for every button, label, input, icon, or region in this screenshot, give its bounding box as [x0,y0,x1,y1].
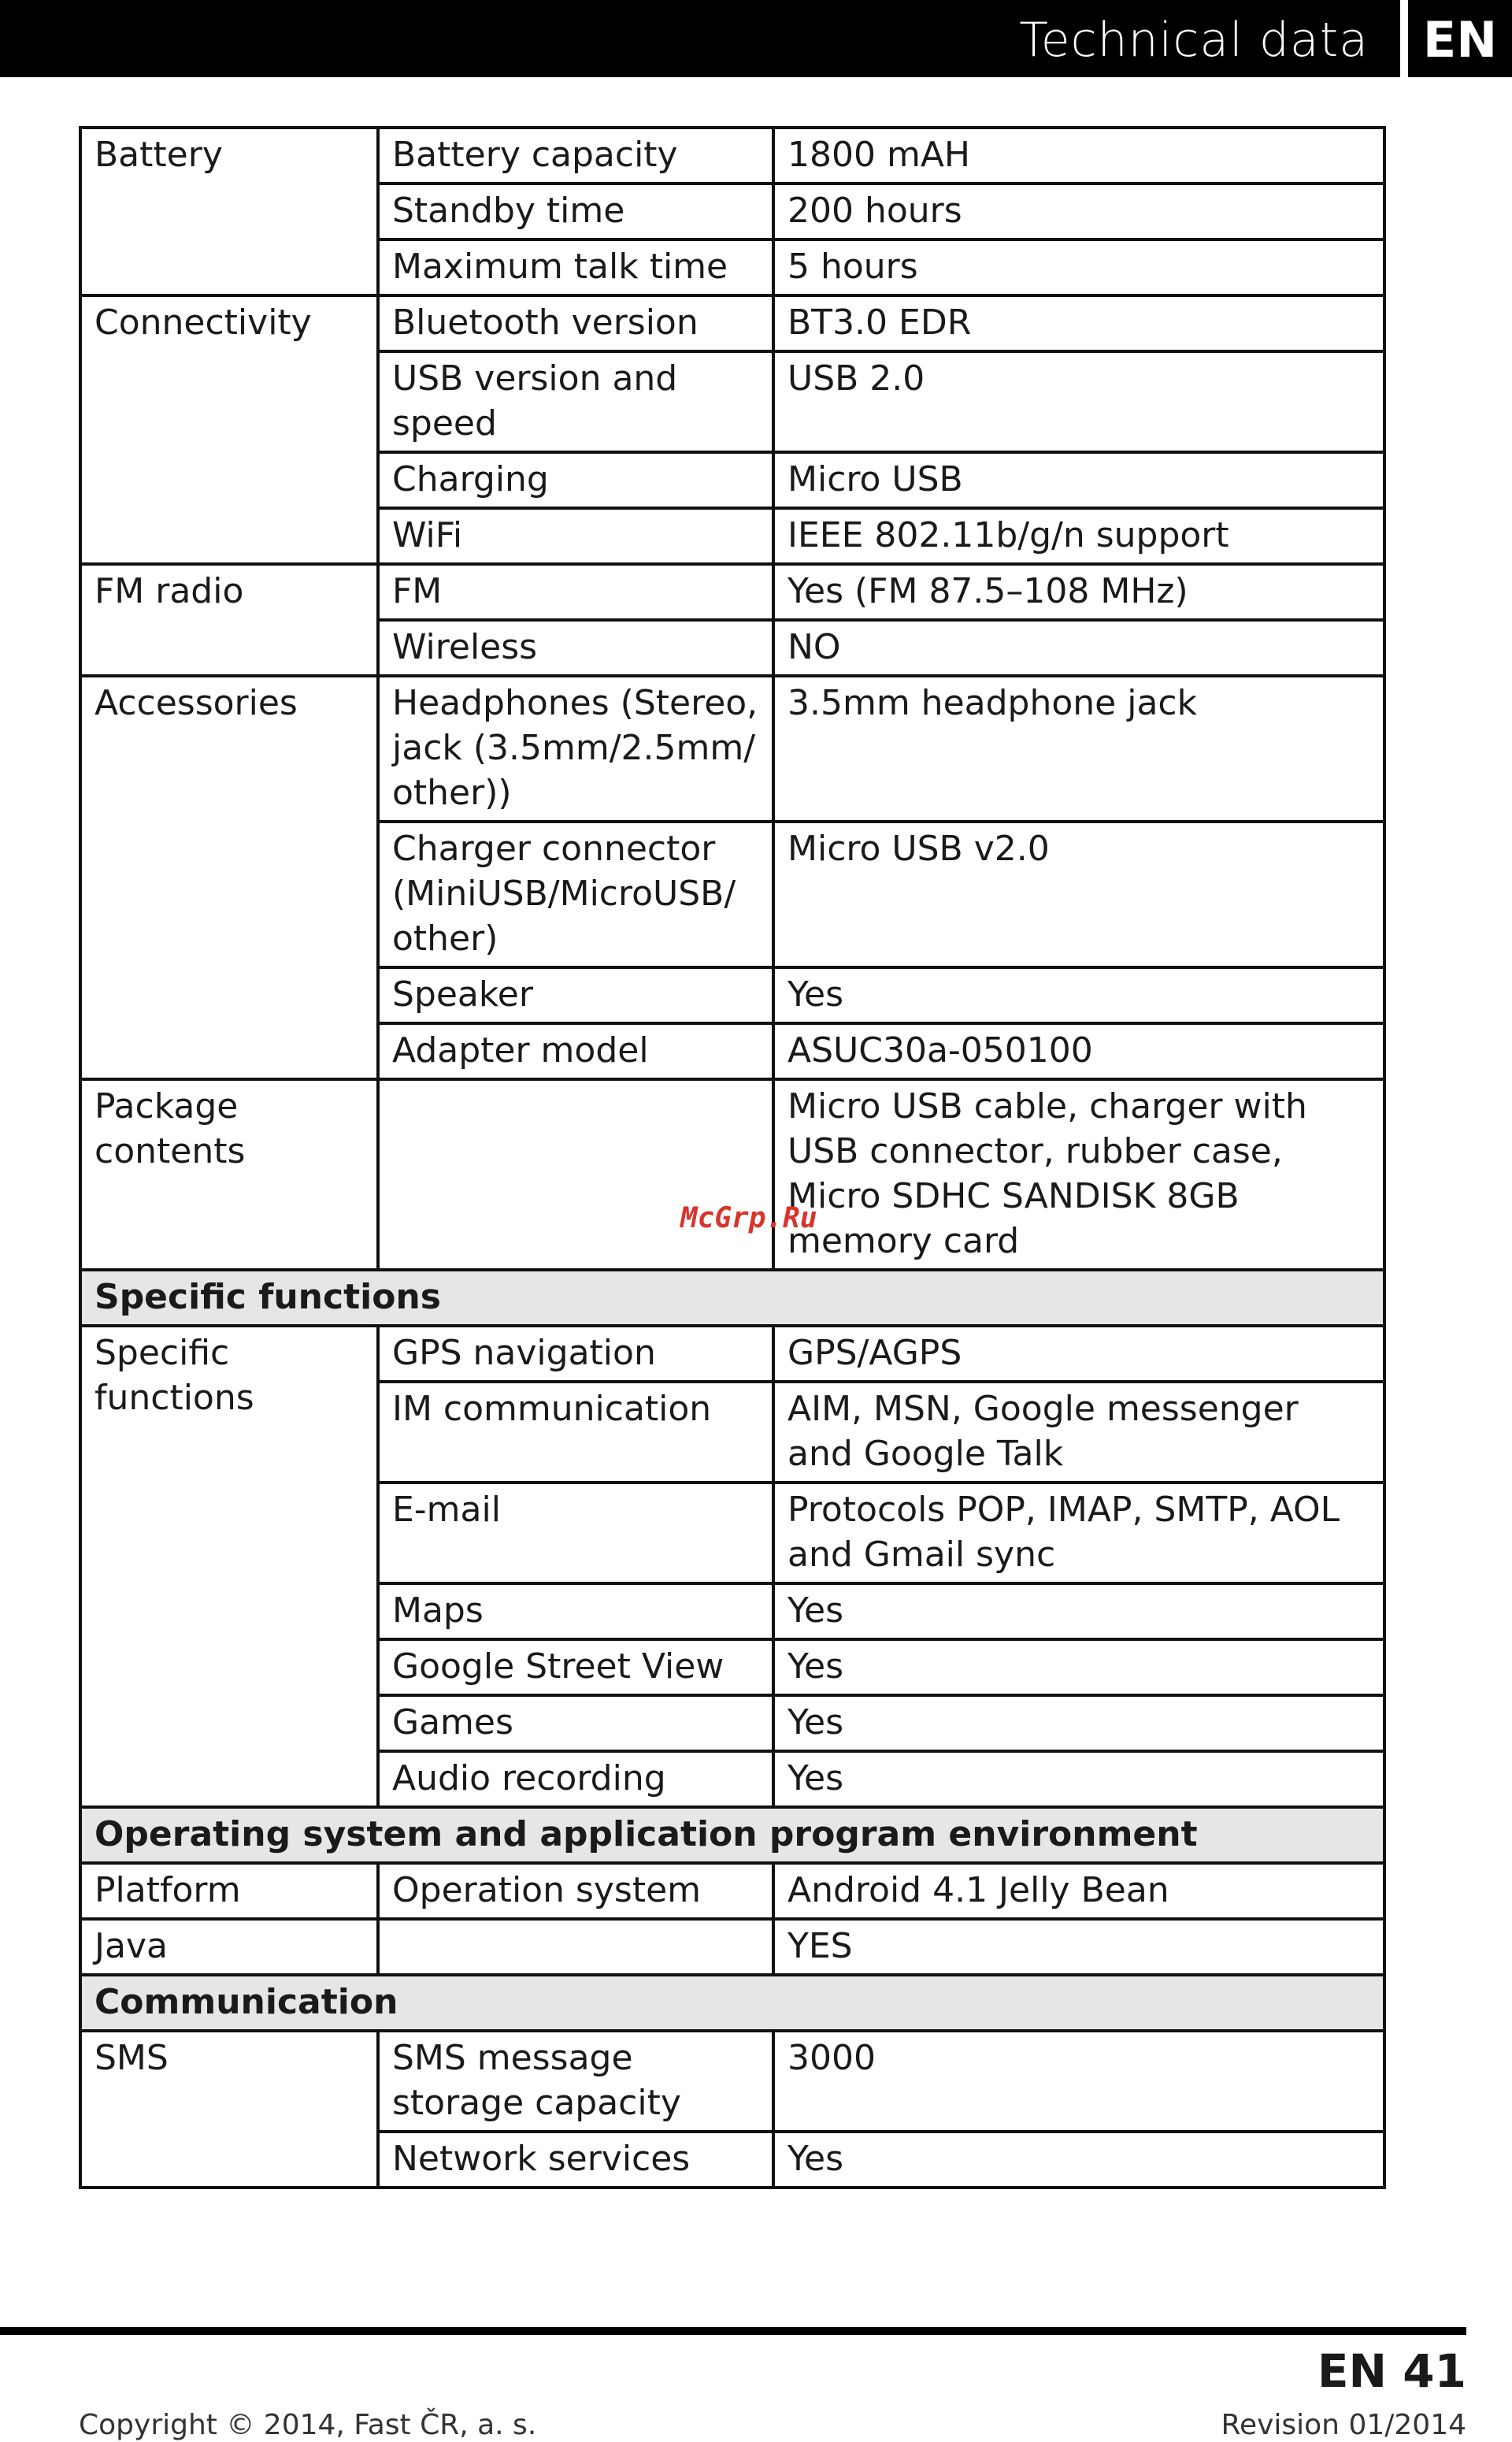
value-cell: 200 hours [773,184,1384,239]
feature-cell: Games [378,1695,773,1751]
category-cell: Package contents [80,1079,378,1270]
feature-cell: SMS message storage capacity [378,2031,773,2132]
feature-cell: Adapter model [378,1023,773,1079]
feature-cell: Standby time [378,184,773,239]
table-row [80,1326,1384,1382]
table-row [80,676,1384,822]
value-cell: 3000 [773,2031,1384,2132]
value-cell: USB 2.0 [773,351,1384,452]
section-heading: Communication [80,1975,1384,2031]
value-cell: Yes [773,1639,1384,1695]
feature-cell: IM communication [378,1382,773,1483]
feature-cell: Wireless [378,620,773,676]
page-number: EN 41 [1317,2344,1466,2398]
table-row [80,128,1384,184]
section-row [80,1975,1384,2031]
feature-cell: Google Street View [378,1639,773,1695]
header-bar [0,0,1400,77]
feature-cell: FM [378,564,773,620]
category-cell: Specific functions [80,1326,378,1807]
value-cell: Yes [773,1583,1384,1639]
table-row [80,2031,1384,2132]
copyright-text: Copyright © 2014, Fast ČR, a. s. [79,2409,537,2441]
value-cell: Yes [773,1751,1384,1807]
value-cell: 1800 mAH [773,128,1384,184]
value-cell: Micro USB [773,452,1384,508]
value-cell: AIM, MSN, Google messenger and Google Talk [773,1382,1384,1483]
feature-cell: E-mail [378,1483,773,1583]
feature-cell [378,1079,773,1270]
feature-cell [378,1919,773,1975]
value-cell: Yes [773,967,1384,1023]
value-cell: Yes (FM 87.5–108 MHz) [773,564,1384,620]
value-cell: Yes [773,2132,1384,2188]
value-cell: Protocols POP, IMAP, SMTP, AOL and Gmail sync [773,1483,1384,1583]
feature-cell: USB version and speed [378,351,773,452]
spec-table [79,126,1386,2189]
value-cell: Android 4.1 Jelly Bean [773,1863,1384,1919]
section-heading: Operating system and application program environment [80,1807,1384,1863]
feature-cell: GPS navigation [378,1326,773,1382]
feature-cell: Audio recording [378,1751,773,1807]
value-cell: BT3.0 EDR [773,295,1384,351]
revision-text: Revision 01/2014 [1221,2409,1466,2441]
value-cell: GPS/AGPS [773,1326,1384,1382]
section-row [80,1807,1384,1863]
category-cell: SMS [80,2031,378,2188]
category-cell: Accessories [80,676,378,1079]
watermark: McGrp.Ru [680,1202,817,1234]
value-cell: ASUC30a-050100 [773,1023,1384,1079]
section-heading: Specific functions [80,1270,1384,1326]
feature-cell: Battery capacity [378,128,773,184]
value-cell: NO [773,620,1384,676]
value-cell: Yes [773,1695,1384,1751]
table-row [80,1919,1384,1975]
feature-cell: Maximum talk time [378,239,773,295]
category-cell: FM radio [80,564,378,676]
category-cell: Connectivity [80,295,378,564]
category-cell: Battery [80,128,378,295]
value-cell: IEEE 802.11b/g/n support [773,508,1384,564]
feature-cell: Maps [378,1583,773,1639]
language-badge: EN [1408,0,1512,77]
category-cell: Java [80,1919,378,1975]
feature-cell: WiFi [378,508,773,564]
feature-cell: Speaker [378,967,773,1023]
feature-cell: Network services [378,2132,773,2188]
value-cell: 3.5mm headphone jack [773,676,1384,822]
footer-divider [0,2327,1466,2335]
page-title: Technical data [1019,13,1369,68]
section-row [80,1270,1384,1326]
value-cell: Micro USB cable, charger with USB connector, rubber case, Micro SDHC SANDISK 8GB memory card [773,1079,1384,1270]
value-cell: YES [773,1919,1384,1975]
table-row [80,1079,1384,1270]
value-cell: Micro USB v2.0 [773,822,1384,967]
feature-cell: Charger connector (MiniUSB/MicroUSB/ other) [378,822,773,967]
table-row [80,564,1384,620]
value-cell: 5 hours [773,239,1384,295]
feature-cell: Operation system [378,1863,773,1919]
table-row [80,1863,1384,1919]
feature-cell: Headphones (Stereo, jack (3.5mm/2.5mm/ other)) [378,676,773,822]
table-row [80,295,1384,351]
feature-cell: Charging [378,452,773,508]
feature-cell: Bluetooth version [378,295,773,351]
category-cell: Platform [80,1863,378,1919]
